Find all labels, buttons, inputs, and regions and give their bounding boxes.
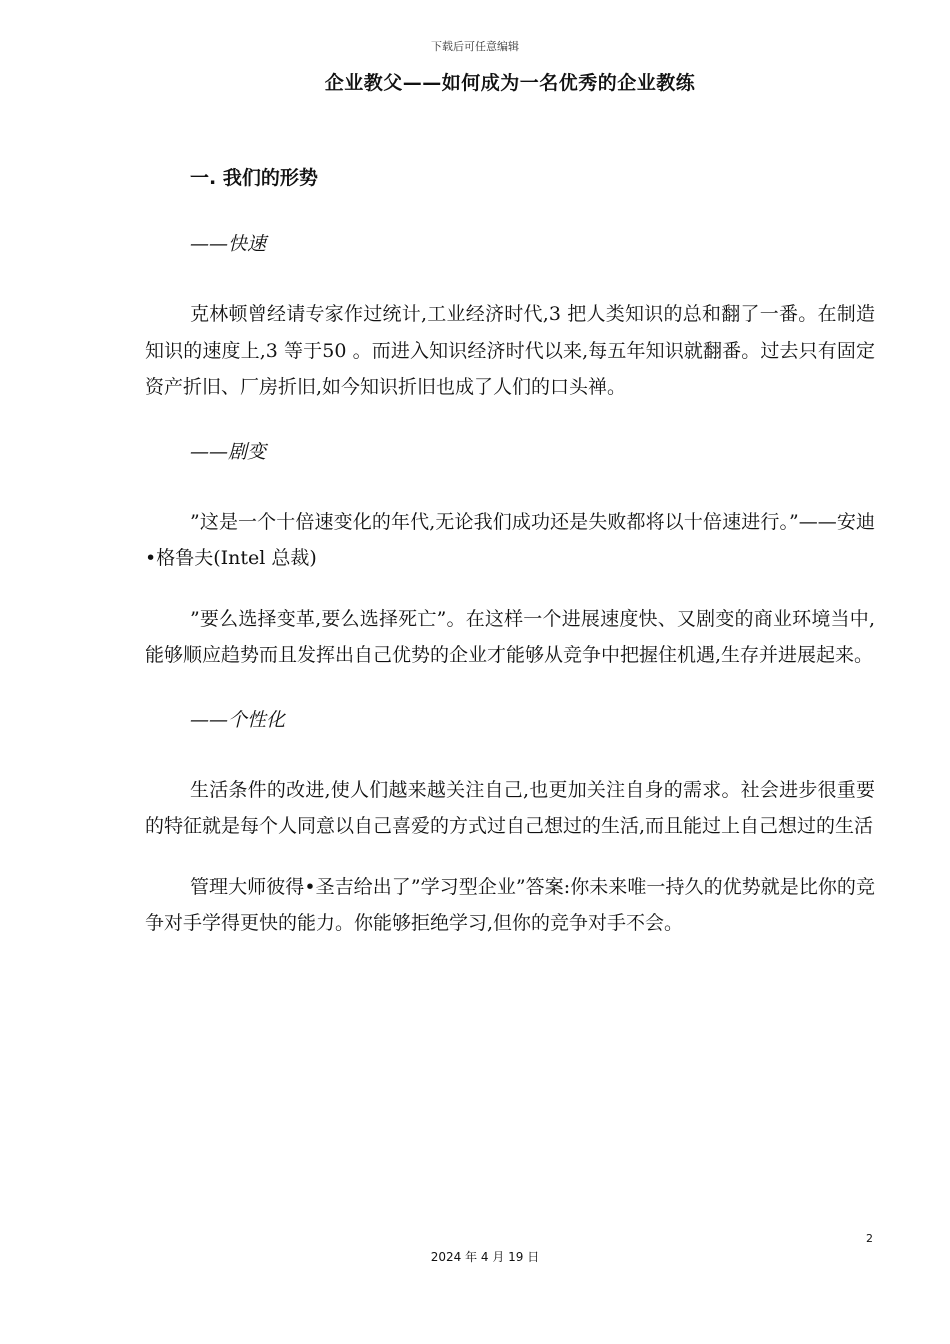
footer-date: 2024 年 4 月 19 日 (430, 1250, 540, 1264)
subheading-fast: ——快速 (190, 233, 267, 255)
document-body (145, 158, 875, 942)
paragraph-personal: 生活条件的改进,使人们越来越关注自己,也更加关注自身的需求。社会进步很重要的特征就是每个人同意以自己喜爱的方式过自己想过的生活,而且能过上自己想过的生活 (145, 778, 875, 837)
header-note: 下载后可任意编辑 (431, 40, 519, 53)
section-heading: 一. 我们的形势 (190, 167, 318, 189)
paragraph-quote: ”这是一个十倍速变化的年代,无论我们成功还是失败都将以十倍速进行。”——安迪•格鲁夫(Intel 总裁) (145, 510, 875, 569)
page-number: 2 (866, 1232, 873, 1245)
paragraph-fast: 克林顿曾经请专家作过统计,工业经济时代,3 把人类知识的总和翻了一番。在制造知识的速度上,3 等于50 。而进入知识经济时代以来,每五年知识就翻番。过去只有固定资产折旧、厂房折旧,如今知识折旧也成了人们的口头禅。 (145, 303, 875, 398)
paragraph-learning: 管理大师彼得•圣吉给出了”学习型企业”答案:你未来唯一持久的优势就是比你的竞争对手学得更快的能力。你能够拒绝学习,但你的竞争对手不会。 (145, 875, 875, 934)
subheading-change: ——剧变 (190, 440, 267, 463)
paragraph-change: ”要么选择变革,要么选择死亡”。在这样一个进展速度快、又剧变的商业环境当中,能够顺应趋势而且发挥出自己优势的企业才能够从竞争中把握住机遇,生存并进展起来。 (145, 607, 875, 666)
subheading-personal: ——个性化 (190, 708, 286, 731)
document-title: 企业教父——如何成为一名优秀的企业教练 (324, 72, 696, 94)
